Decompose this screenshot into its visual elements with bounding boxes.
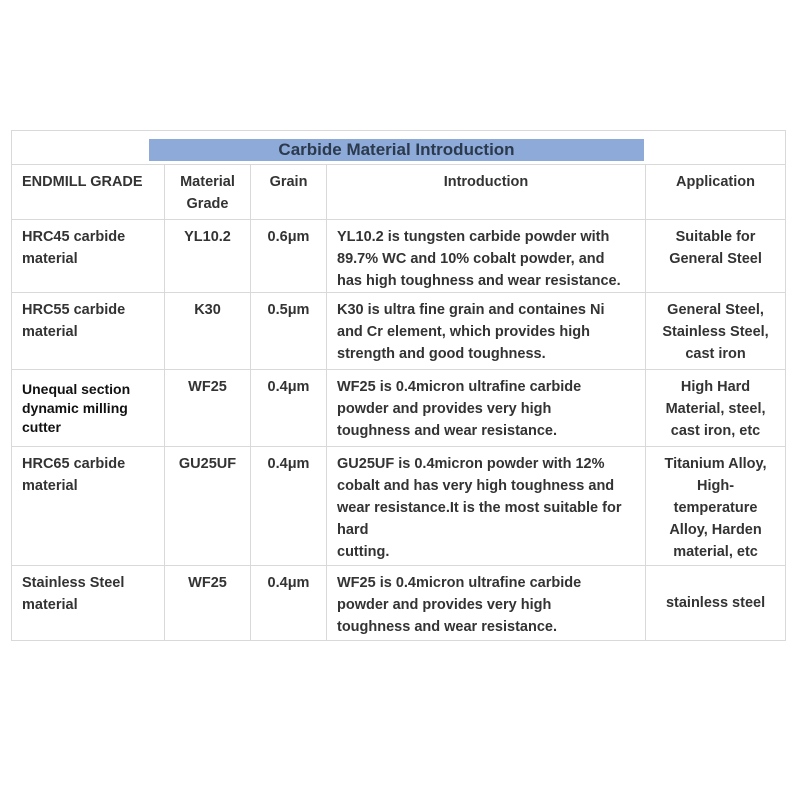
endmill-grade-cell: HRC55 carbide material <box>12 293 165 370</box>
endmill-grade-cell: HRC45 carbide material <box>12 220 165 293</box>
endmill-grade-cell: HRC65 carbide material <box>12 447 165 566</box>
table-title: Carbide Material Introduction <box>149 139 644 161</box>
application-cell: High Hard Material, steel, cast iron, etc <box>646 370 786 447</box>
application-cell: General Steel, Stainless Steel, cast iron <box>646 293 786 370</box>
carbide-material-table <box>11 130 786 641</box>
introduction-cell: K30 is ultra fine grain and containes Ni and Cr element, which provides high strength and good toughness. <box>327 293 646 370</box>
material-grade-cell: K30 <box>165 293 251 370</box>
grain-cell: 0.6μm <box>251 220 327 293</box>
table-row <box>12 566 786 641</box>
introduction-cell: GU25UF is 0.4micron powder with 12% cobalt and has very high toughness and wear resistance.It is the most suitable for hard cutting. <box>327 447 646 566</box>
grain-cell: 0.4μm <box>251 447 327 566</box>
material-grade-cell: GU25UF <box>165 447 251 566</box>
header-grain: Grain <box>251 165 327 220</box>
table-row <box>12 370 786 447</box>
endmill-grade-cell: Stainless Steel material <box>12 566 165 641</box>
material-grade-cell: WF25 <box>165 566 251 641</box>
title-row <box>12 131 786 165</box>
header-row <box>12 165 786 220</box>
header-application: Application <box>646 165 786 220</box>
endmill-grade-cell: Unequal section dynamic milling cutter <box>12 370 165 447</box>
table-row <box>12 220 786 293</box>
application-cell: Suitable for General Steel <box>646 220 786 293</box>
material-grade-cell: WF25 <box>165 370 251 447</box>
header-endmill-grade: ENDMILL GRADE <box>12 165 165 220</box>
material-grade-cell: YL10.2 <box>165 220 251 293</box>
table-row <box>12 293 786 370</box>
header-material-grade: Material Grade <box>165 165 251 220</box>
application-cell: stainless steel <box>646 566 786 641</box>
application-cell: Titanium Alloy, High- temperature Alloy, Harden material, etc <box>646 447 786 566</box>
table-row <box>12 447 786 566</box>
header-introduction: Introduction <box>327 165 646 220</box>
grain-cell: 0.4μm <box>251 566 327 641</box>
introduction-cell: WF25 is 0.4micron ultrafine carbide powder and provides very high toughness and wear resistance. <box>327 370 646 447</box>
grain-cell: 0.5μm <box>251 293 327 370</box>
grain-cell: 0.4μm <box>251 370 327 447</box>
introduction-cell: YL10.2 is tungsten carbide powder with 89.7% WC and 10% cobalt powder, and has high toughness and wear resistance. <box>327 220 646 293</box>
introduction-cell: WF25 is 0.4micron ultrafine carbide powder and provides very high toughness and wear resistance. <box>327 566 646 641</box>
